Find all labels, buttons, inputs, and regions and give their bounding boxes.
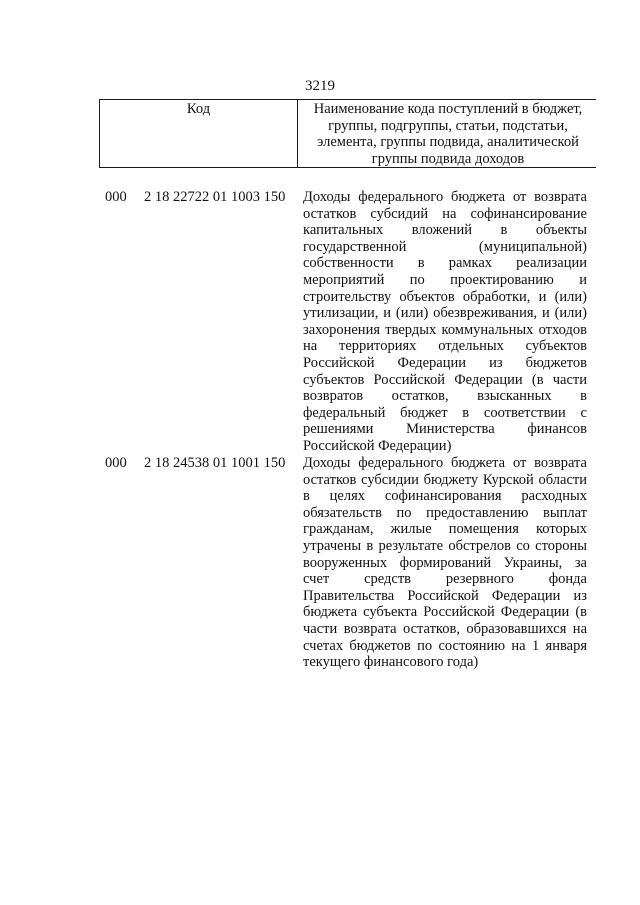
row-admin-code: 000 — [105, 189, 127, 205]
row-description: Доходы федерального бюджета от возврата остатков субсидии бюджету Курской области в целях софинансирования расходных обязательств по предоставлению выплат гражданам, жилые помещения которых утрачены в результате обстрелов со стороны вооруженных формирований Украины, за счет средств резервного фонда Правительства Российской Федерации из бюджета субъекта Российской Федерации (в части возврата остатков, образовавшихся на счетах бюджетов по состоянию на 1 января текущего финансового года) — [303, 455, 587, 671]
page-number: 3219 — [305, 78, 335, 94]
header-column-divider — [297, 99, 298, 168]
row-description: Доходы федерального бюджета от возврата остатков субсидий на софинансирование капитальных вложений в объекты государственной (муниципальной) собственности в рамках реализации мероприятий по проектированию и строительству объектов обработки, и (или) утилизации, и (или) обезвреживания, и (или) захоронения твердых коммунальных отходов на территориях отдельных субъектов Российской Федерации из бюджетов субъектов Российской Федерации (в части возвратов остатков, взысканных в федеральный бюджет в соответствии с решениями Министерства финансов Российской Федерации) — [303, 189, 587, 454]
row-admin-code: 000 — [105, 455, 127, 471]
header-code-label: Код — [186, 101, 211, 117]
header-name-label: Наименование кода поступлений в бюджет, группы, подгруппы, статьи, подстатьи, элемента, группы подвида, аналитической группы подвида доходов — [313, 101, 583, 167]
row-revenue-code: 2 18 24538 01 1001 150 — [144, 455, 286, 471]
row-revenue-code: 2 18 22722 01 1003 150 — [144, 189, 286, 205]
